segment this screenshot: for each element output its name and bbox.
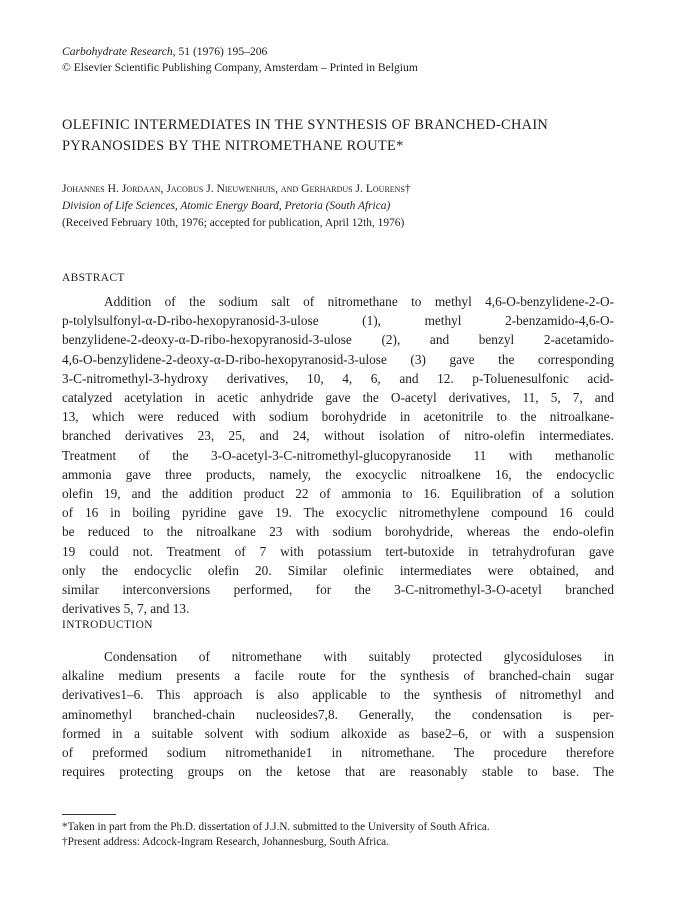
- introduction-body: [62, 647, 614, 781]
- abstract-line: of 16 in boiling pyridine gave 19. The exocyclic nitromethylene compound 16 could: [62, 505, 614, 521]
- intro-line: Condensation of nitromethane with suitably protected glycosiduloses in: [104, 649, 614, 664]
- abstract-line: ammonia gave three products, namely, the exocyclic nitroalkene 16, the endocyclic: [62, 466, 614, 482]
- journal-citation: [62, 44, 267, 60]
- affiliation: Division of Life Sciences, Atomic Energy Board, Pretoria (South Africa): [62, 200, 391, 212]
- footnote-present-address: †Present address: Adcock-Ingram Research, Johannesburg, South Africa.: [62, 836, 389, 848]
- journal-volume: , 51 (1976) 195–206: [172, 45, 268, 58]
- introduction-heading: INTRODUCTION: [62, 619, 153, 631]
- abstract-line: catalyzed acetylation in acetic anhydride gave the O-acetyl derivatives, 11, 5, 7, and: [62, 390, 614, 406]
- copyright-line: © Elsevier Scientific Publishing Company, Amsterdam – Printed in Belgium: [62, 61, 418, 74]
- intro-line: of preformed sodium nitromethanide1 in nitromethane. The procedure therefore: [62, 745, 614, 761]
- abstract-line: be reduced to the nitroalkane 23 with sodium borohydride, whereas the endo-olefin: [62, 524, 614, 540]
- abstract-heading: ABSTRACT: [62, 272, 125, 284]
- received-dates: (Received February 10th, 1976; accepted for publication, April 12th, 1976): [62, 217, 405, 229]
- abstract-line: Addition of the sodium salt of nitromethane to methyl 4,6-O-benzylidene-2-O-: [104, 294, 614, 309]
- intro-line: requires protecting groups on the ketose that are reasonably stable to base. The: [62, 764, 614, 780]
- abstract-line: similar interconversions performed, for the 3-C-nitromethyl-3-O-acetyl branched: [62, 582, 614, 598]
- intro-line: alkaline medium presents a facile route for the synthesis of branched-chain sugar: [62, 668, 614, 684]
- intro-line: formed in a suitable solvent with sodium alkoxide as base2–6, or with a suspension: [62, 725, 614, 741]
- abstract-line: olefin 19, and the addition product 22 of ammonia to 16. Equilibration of a solution: [62, 486, 614, 502]
- abstract-line: 3-C-nitromethyl-3-hydroxy derivatives, 10, 4, 6, and 12. p-Toluenesulfonic acid-: [62, 370, 614, 386]
- abstract-line: 4,6-O-benzylidene-2-deoxy-α-D-ribo-hexopyranosid-3-ulose (3) gave the corresponding: [62, 351, 614, 367]
- abstract-line: benzylidene-2-deoxy-α-D-ribo-hexopyranosid-3-ulose (2), and benzyl 2-acetamido-: [62, 332, 614, 348]
- abstract-body: [62, 292, 614, 618]
- intro-line: derivatives1–6. This approach is also applicable to the synthesis of nitromethyl and: [62, 687, 614, 703]
- abstract-line: 13, which were reduced with sodium borohydride in acetonitrile to the nitroalkane-: [62, 409, 614, 425]
- abstract-line: Treatment of the 3-O-acetyl-3-C-nitromethyl-glucopyranoside 11 with methanolic: [62, 447, 614, 463]
- abstract-line: only the endocyclic olefin 20. Similar olefinic intermediates were obtained, and: [62, 562, 614, 578]
- abstract-line: p-tolylsulfonyl-α-D-ribo-hexopyranosid-3-ulose (1), methyl 2-benzamido-4,6-O-: [62, 313, 614, 329]
- footnote-divider: [62, 814, 116, 815]
- footnote-dissertation: *Taken in part from the Ph.D. dissertation of J.J.N. submitted to the University of South Africa.: [62, 821, 490, 833]
- abstract-line: derivatives 5, 7, and 13.: [62, 601, 190, 617]
- intro-line: aminomethyl branched-chain nucleosides7,8. Generally, the condensation is per-: [62, 706, 614, 722]
- abstract-line: 19 could not. Treatment of 7 with potassium tert-butoxide in tetrahydrofuran gave: [62, 543, 614, 559]
- author-list: Johannes H. Jordaan, Jacobus J. Nieuwenhuis, and Gerhardus J. Lourens†: [62, 182, 411, 195]
- journal-name: Carbohydrate Research: [62, 45, 173, 58]
- abstract-line: branched derivatives 23, 25, and 24, without isolation of nitro-olefin intermediates.: [62, 428, 614, 444]
- article-title: OLEFINIC INTERMEDIATES IN THE SYNTHESIS OF BRANCHED-CHAIN PYRANOSIDES BY THE NITROMETHANE ROUTE*: [62, 117, 549, 154]
